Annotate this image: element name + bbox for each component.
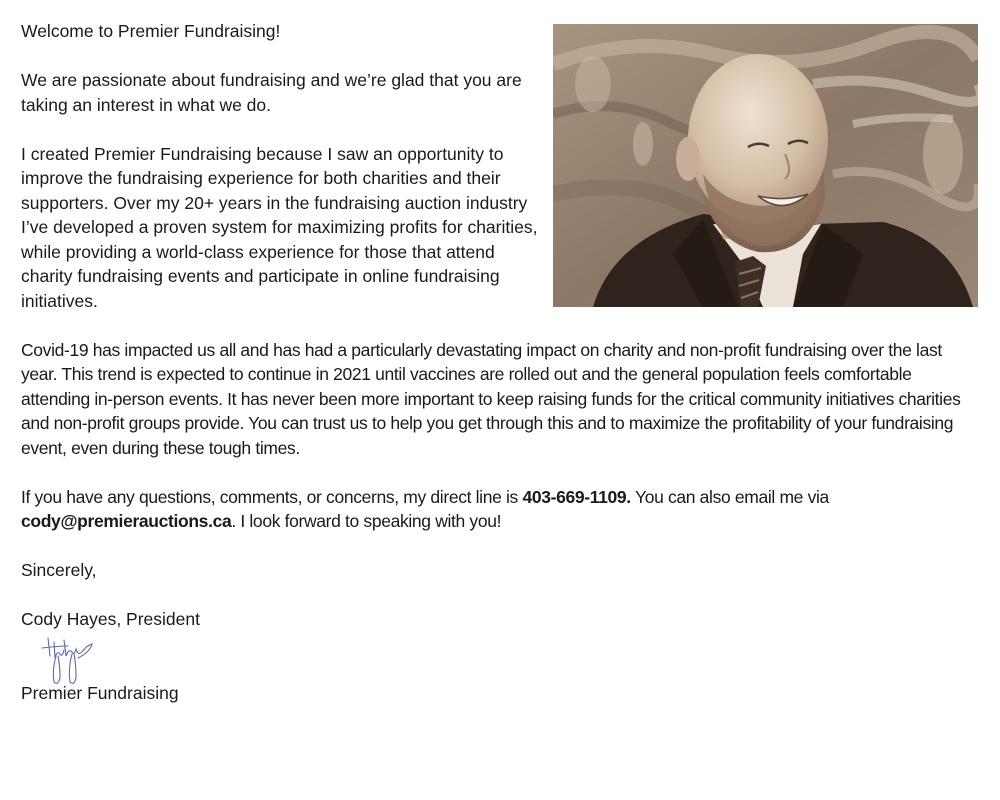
paragraph-covid: Covid-19 has impacted us all and has had a particularly devastating impact on charity and non-profit fundraising over the last year. This trend is expected to continue in 2021 until vaccines are rolled out and the general population feels comfortable attending in-person events. It has never been more important to keep raising funds for the critical community initiatives charities and non-profit groups provide. You can trust us to help you get through this and to maximize the profitability of your fundraising event, even during these tough times. — [21, 339, 961, 458]
paragraph-passion: We are passionate about fundraising and we’re glad that you are taking an interest in what we do. — [21, 70, 522, 115]
signature — [38, 634, 98, 688]
sign-off: Sincerely, — [21, 560, 97, 580]
paragraph-contact — [21, 485, 981, 534]
phone-number[interactable]: 403-669-1109. — [522, 486, 631, 507]
intro-block — [21, 19, 541, 313]
signature-icon — [38, 634, 98, 688]
organization-name: Premier Fundraising — [21, 682, 179, 703]
email-address[interactable]: cody@premierauctions.ca — [21, 511, 232, 531]
portrait-image — [553, 24, 978, 307]
greeting: Welcome to Premier Fundraising! — [21, 21, 281, 41]
signer-name: Cody Hayes, President — [21, 609, 200, 629]
contact-text-3: . I look forward to speaking with you! — [231, 511, 502, 531]
portrait-photo — [553, 24, 978, 307]
contact-text-1: If you have any questions, comments, or concerns, my direct line is — [21, 486, 523, 507]
paragraph-about: I created Premier Fundraising because I saw an opportunity to improve the fundraising experience for both charities and their supporters. Over my 20+ years in the fundraising auction industry I’ve developed a proven system for maximizing profits for charities, while providing a world-class experience for those that attend charity fundraising events and participate in online fundraising initiatives. — [21, 143, 538, 311]
contact-text-2: You can also email me via — [630, 486, 829, 507]
